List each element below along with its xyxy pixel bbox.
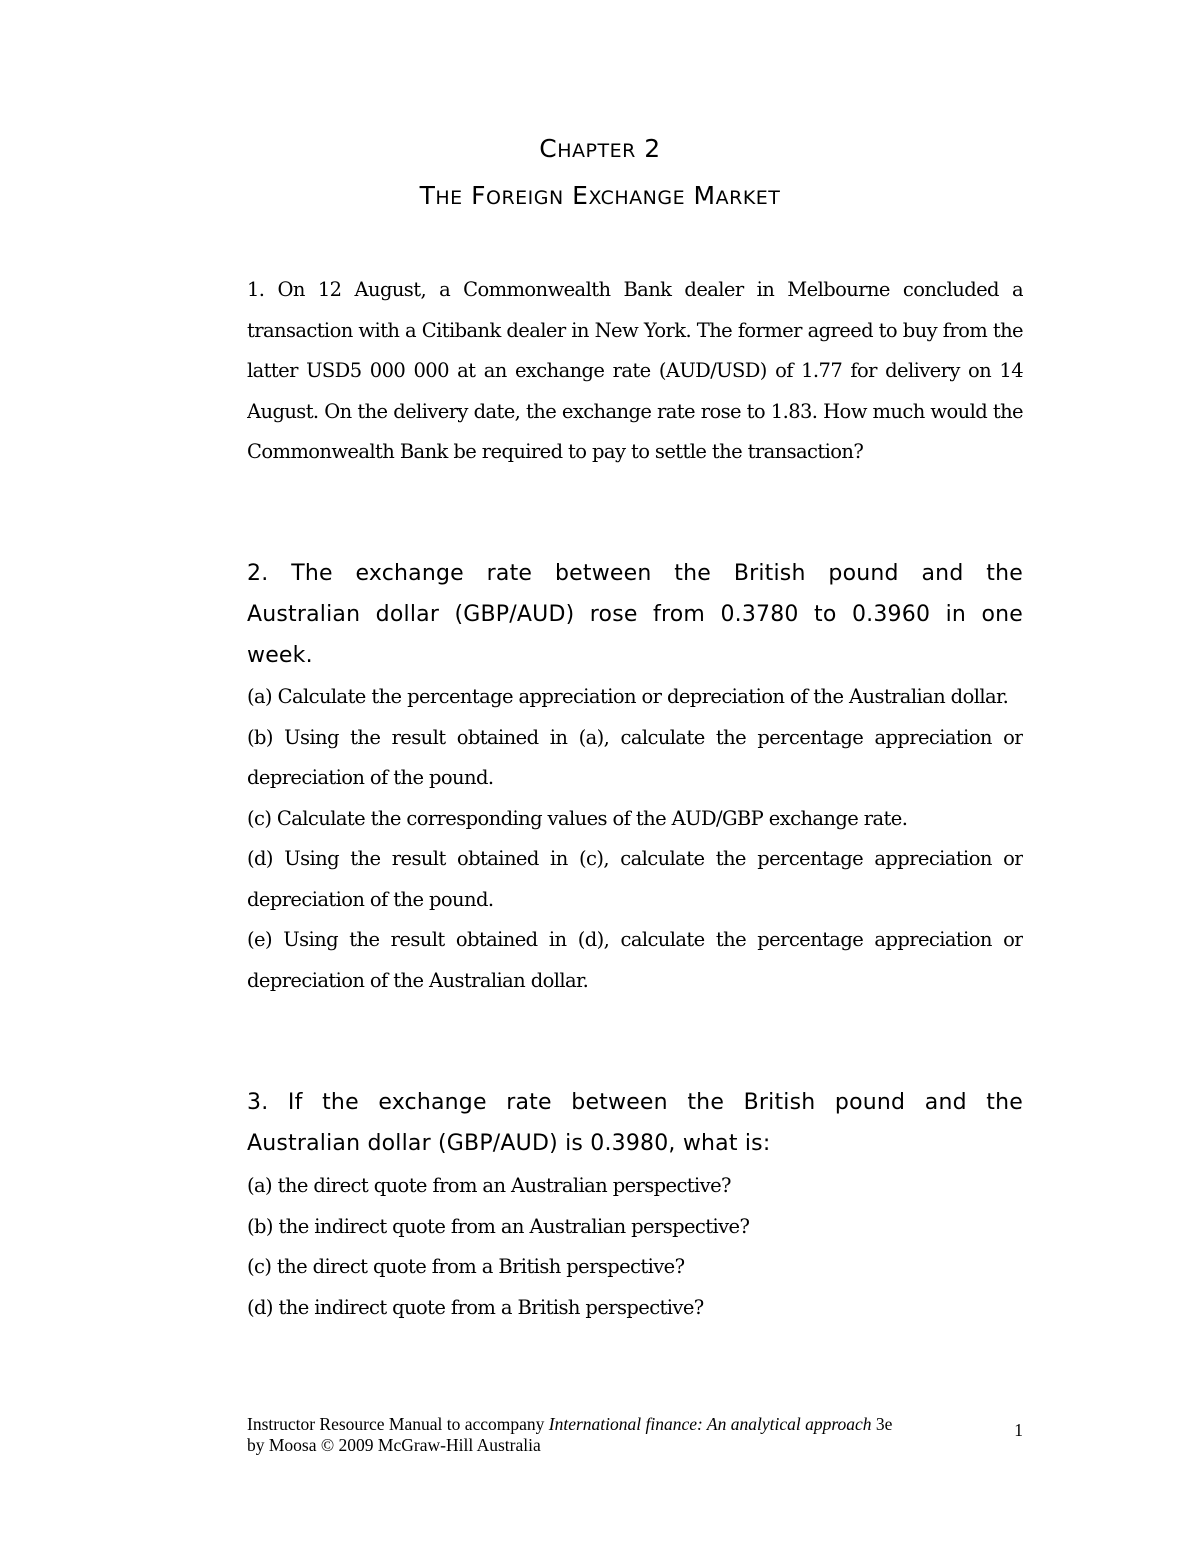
- page-number: 1: [1014, 1420, 1023, 1440]
- question-1: [247, 270, 1023, 473]
- question-3-heading-line: Australian dollar (GBP/AUD) is 0.3980, what is:: [247, 1131, 771, 1156]
- question-3-item-line: (c) the direct quote from a British perspective?: [247, 1255, 685, 1278]
- question-2-item-line: (e) Using the result obtained in (d), calculate the percentage appreciation or: [247, 928, 1023, 951]
- page-footer: [247, 1414, 1023, 1456]
- question-1-line: transaction with a Citibank dealer in New York. The former agreed to buy from the: [247, 318, 1023, 342]
- question-3-item-line: (a) the direct quote from an Australian perspective?: [247, 1174, 731, 1197]
- question-2-heading-line: Australian dollar (GBP/AUD) rose from 0.3780 to 0.3960 in one: [247, 602, 1023, 627]
- chapter-number: 2: [644, 134, 661, 163]
- question-2-heading-line: 2. The exchange rate between the British pound and the: [247, 561, 1023, 586]
- question-2-heading: [247, 553, 1023, 676]
- question-2-item-line: depreciation of the pound.: [247, 887, 494, 911]
- footer-book-title: International finance: An analytical approach: [548, 1414, 872, 1434]
- title-word-initial: F: [471, 181, 486, 210]
- question-3-item-line: (d) the indirect quote from a British perspective?: [247, 1295, 704, 1319]
- question-2-heading-line: week.: [247, 643, 313, 668]
- question-2-item-line: (c) Calculate the corresponding values of the AUD/GBP exchange rate.: [247, 806, 908, 830]
- chapter-label-rest: HAPTER: [557, 140, 636, 162]
- footer-credit-line-2: by Moosa © 2009 McGraw-Hill Australia: [247, 1435, 541, 1455]
- title-word-initial: M: [693, 181, 716, 210]
- question-2-item-line: (a) Calculate the percentage appreciation or depreciation of the Australian dollar.: [247, 685, 1009, 708]
- question-2-item-line: (d) Using the result obtained in (c), calculate the percentage appreciation or: [247, 847, 1023, 870]
- title-word-rest: XCHANGE: [588, 187, 686, 209]
- chapter-label-initial: C: [539, 134, 558, 163]
- chapter-title: [0, 181, 1200, 210]
- question-2-items: [247, 677, 1023, 1001]
- title-word-rest: HE: [435, 187, 463, 209]
- title-word-rest: ARKET: [715, 187, 781, 209]
- question-1-line: latter USD5 000 000 at an exchange rate (AUD/USD) of 1.77 for delivery on 14: [247, 359, 1023, 382]
- footer-edition: 3e: [871, 1414, 893, 1434]
- title-word-rest: OREIGN: [486, 187, 564, 209]
- chapter-heading: [0, 134, 1200, 163]
- question-3-heading-line: 3. If the exchange rate between the British pound and the: [247, 1090, 1023, 1115]
- question-1-line: August. On the delivery date, the exchange rate rose to 1.83. How much would the: [247, 399, 1023, 423]
- footer-credit-line-1: [247, 1414, 987, 1435]
- question-2-item-line: depreciation of the pound.: [247, 766, 494, 789]
- footer-prefix: Instructor Resource Manual to accompany: [247, 1414, 549, 1434]
- question-3-items: [247, 1166, 1023, 1328]
- question-2-item-line: (b) Using the result obtained in (a), calculate the percentage appreciation or: [247, 725, 1023, 749]
- question-1-line: Commonwealth Bank be required to pay to settle the transaction?: [247, 440, 864, 463]
- title-word-initial: E: [572, 181, 589, 210]
- question-3-item-line: (b) the indirect quote from an Australian perspective?: [247, 1214, 750, 1238]
- question-2-item-line: depreciation of the Australian dollar.: [247, 968, 589, 992]
- title-word-initial: T: [419, 181, 436, 210]
- question-3-heading: [247, 1082, 1023, 1164]
- question-1-line: 1. On 12 August, a Commonwealth Bank dealer in Melbourne concluded a: [247, 278, 1023, 301]
